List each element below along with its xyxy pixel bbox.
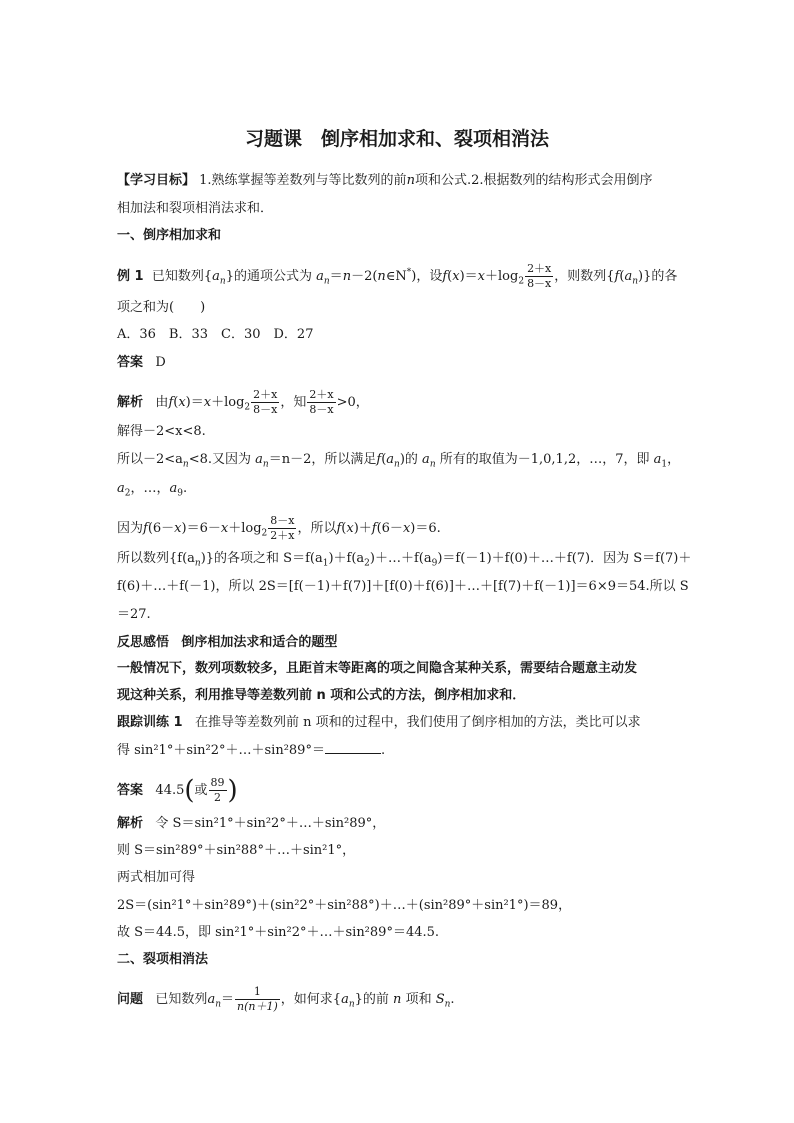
example-1-label: 例 1: [117, 269, 144, 284]
reflection-heading: 反思感悟 倒序相加法求和适合的题型: [117, 635, 338, 650]
analysis-1-line-7: f(6)＋…＋f(－1)，所以 2S＝[f(－1)＋f(7)]＋[f(0)＋f(6)]＋…＋[f(7)＋f(－1)]＝6×9＝54.所以 S: [117, 579, 689, 594]
page-title: 习题课 倒序相加求和、裂项相消法: [244, 128, 549, 150]
analysis-1-line-4: $a_2$，…，$a_9$.: [117, 481, 188, 499]
learning-objectives: 【学习目标】 1.熟练掌握等差数列与等比数列的前n项和公式.2.根据数列的结构形式会用倒序: [117, 173, 653, 188]
analysis-2-line-5: 故 S＝44.5，即 sin²1°＋sin²2°＋…＋sin²89°＝44.5.: [117, 925, 440, 940]
analysis-1-line-1: 解析 由$f(x)=x+\log_2$ $\frac{2+x}{8-x}$ ，知 $\frac{2+x}{8-x}$ >0，: [117, 388, 369, 416]
question: 问题 已知数列$a_n=$ $\frac{1}{n(n+1)}$ ，如何求$\{a_n\}$的前 n 项和 $S_n$.: [117, 985, 455, 1013]
section-heading-1: 一、倒序相加求和: [117, 228, 222, 243]
analysis-2-line-4: 2S＝(sin²1°＋sin²89°)＋(sin²2°＋sin²88°)＋…＋(sin²89°＋sin²1°)＝89，: [117, 898, 572, 913]
answer-blank: [325, 741, 381, 754]
analysis-1-line-6: 所以数列$\{f(a_n)\}$的各项之和 $S=f(a_1)+f(a_2)+\dots+f(a_9)=f(-1)+f(0)+\dots+f(7)$．因为 S＝f(7)＋: [117, 551, 692, 569]
analysis-1-line-3: 所以$-2<a_n<8$.又因为 $a_n=n-2$，所以满足$f(a_n)$的 $a_n$ 所有的取值为－1,0,1,2，…，7，即 $a_1$，: [117, 452, 681, 470]
example-1-options: A．36 B．33 C．30 D．27: [117, 327, 314, 342]
analysis-1-line-8: ＝27.: [117, 607, 151, 622]
example-1-stem-line-2: 项之和为( ): [117, 300, 206, 315]
section-heading-2: 二、裂项相消法: [117, 952, 209, 967]
analysis-2-line-2: 则 S＝sin²89°＋sin²88°＋…＋sin²1°，: [117, 843, 356, 858]
example-1-stem: 例 1 已知数列$\{a_n\}$的通项公式为 $a_n=n-2(n\in N^*)$，设$f(x)=x+\log_2$ $\frac{2+x}{8-x}$ ，则数列$\{f(a_n)\}$的各: [117, 262, 678, 290]
analysis-2-line-3: 两式相加可得: [117, 870, 196, 885]
answer-1: 答案 D: [117, 355, 166, 370]
reflection-line-1: 一般情况下，数列项数较多，且距首末等距离的项之间隐含某种关系，需要结合题意主动发: [117, 661, 638, 676]
objectives-text-2: 项和公式.2.根据数列的结构形式会用倒序: [414, 173, 653, 188]
example-1-fraction: $\frac{2+x}{8-x}$: [527, 262, 552, 290]
practice-1-line-2: 得 sin²1°＋sin²2°＋…＋sin²89°＝ .: [117, 743, 386, 758]
objectives-text-1: 1.熟练掌握等差数列与等比数列的前: [199, 173, 407, 188]
practice-1-line-1: 跟踪训练 1 在推导等差数列前 n 项和的过程中，我们使用了倒序相加的方法，类比可以求: [117, 715, 641, 730]
objectives-line-2: 相加法和裂项相消法求和．: [117, 201, 274, 216]
objectives-label: 【学习目标】: [117, 173, 196, 188]
analysis-2-line-1: 解析 令 S＝sin²1°＋sin²2°＋…＋sin²89°，: [117, 816, 386, 831]
analysis-1-line-2: 解得－2<x<8.: [117, 424, 206, 439]
answer-2: 答案 44.5(或 $\frac{89}{2}$ ): [117, 775, 238, 806]
analysis-1-line-5: 因为$f(6-x)=6-x+\log_2$ $\frac{8-x}{2+x}$ ，所以f(x)＋f(6－x)＝6.: [117, 514, 441, 542]
reflection-line-2: 现这种关系，利用推导等差数列前 n 项和公式的方法，倒序相加求和．: [117, 688, 526, 703]
